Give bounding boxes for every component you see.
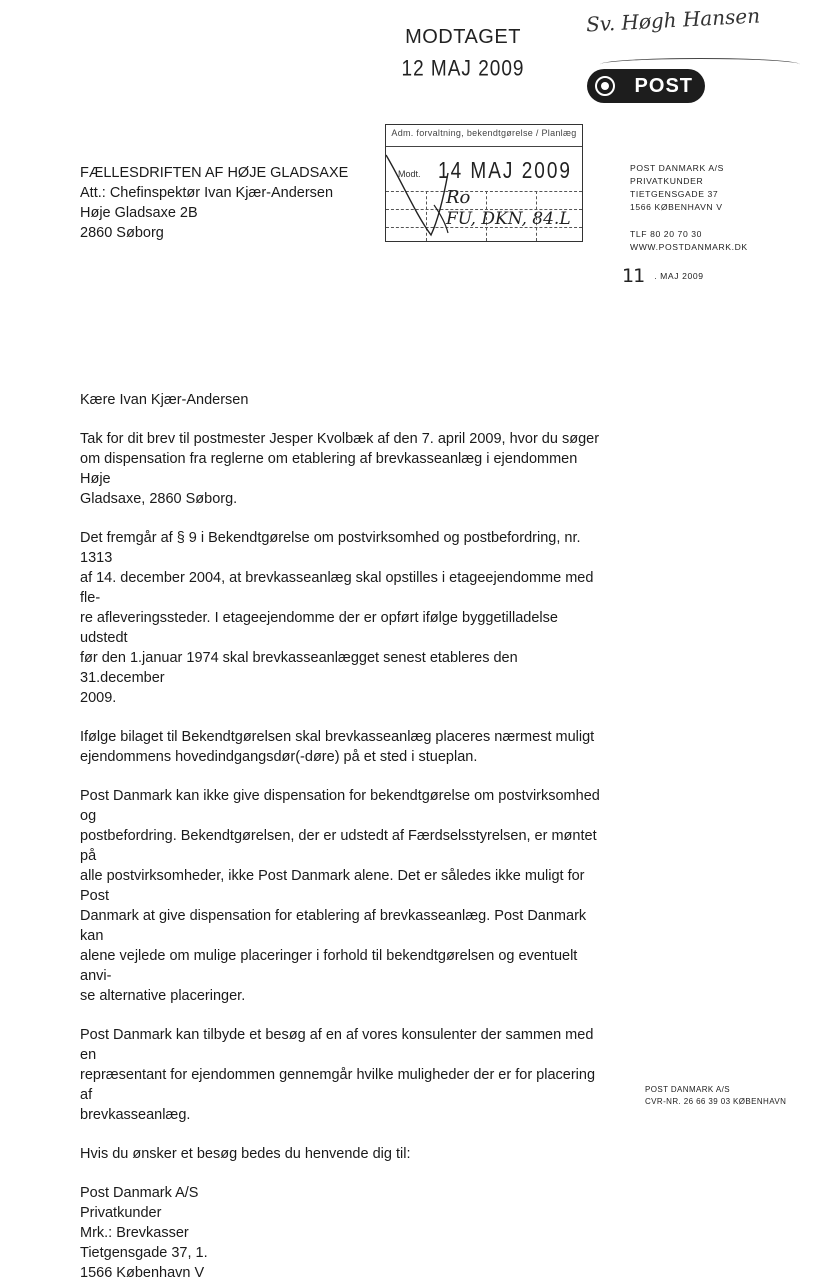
admin-stamp-handnote-1: Ro bbox=[446, 187, 471, 208]
admin-stamp-date: 14 MAJ 2009 bbox=[438, 158, 572, 184]
paragraph-line: se alternative placeringer. bbox=[80, 988, 246, 1004]
admin-stamp-modt-label: Modt. bbox=[398, 169, 421, 179]
contact-address-line: Tietgensgade 37, 1. bbox=[80, 1245, 208, 1261]
contact-address bbox=[80, 1183, 605, 1283]
paragraph-line: re afleveringssteder. I etageejendomme der er opført ifølge byggetilladelse udstedt bbox=[80, 610, 558, 646]
paragraph-line: af 14. december 2004, at brevkasseanlæg skal opstilles i etageejendomme med fle- bbox=[80, 570, 594, 606]
paragraph-line: Post Danmark kan ikke give dispensation for bekendtgørelse om postvirksomhed og bbox=[80, 788, 600, 824]
paragraph-line: Gladsaxe, 2860 Søborg. bbox=[80, 491, 238, 507]
sender-phone: TLF 80 20 70 30 bbox=[630, 229, 703, 239]
letter-date bbox=[622, 265, 704, 287]
paragraph-line: om dispensation fra reglerne om etablering af brevkasseanlæg i ejendommen Høje bbox=[80, 451, 578, 487]
paragraph-line: Danmark at give dispensation for etablering af brevkasseanlæg. Post Danmark kan bbox=[80, 908, 587, 944]
paragraph bbox=[80, 528, 605, 708]
admin-stamp-handnote-2: FU, DKN, 84.L bbox=[446, 209, 571, 229]
recipient-address bbox=[80, 163, 348, 243]
sender-city: 1566 KØBENHAVN V bbox=[630, 202, 723, 212]
paragraph-line: alle postvirksomheder, ikke Post Danmark alene. Det er således ikke muligt for Post bbox=[80, 868, 585, 904]
paragraph-line: ejendommens hovedindgangsdør(-døre) på et sted i stueplan. bbox=[80, 749, 478, 765]
recipient-line: Att.: Chefinspektør Ivan Kjær-Andersen bbox=[80, 185, 334, 201]
paragraph bbox=[80, 429, 605, 509]
paragraph bbox=[80, 1144, 605, 1164]
paragraph-line: før den 1.januar 1974 skal brevkasseanlægget senest etableres den 31.december bbox=[80, 650, 518, 686]
sender-company: POST DANMARK A/S bbox=[630, 163, 724, 173]
post-logo bbox=[587, 69, 705, 103]
paragraph bbox=[80, 1025, 605, 1125]
paragraph-line: 2009. bbox=[80, 690, 117, 706]
paragraph bbox=[80, 727, 605, 767]
paragraph-line: postbefordring. Bekendtgørelsen, der er udstedt af Færdselsstyrelsen, er møntet på bbox=[80, 828, 597, 864]
paragraph bbox=[80, 786, 605, 1006]
received-stamp bbox=[398, 26, 528, 81]
post-logo-text: POST bbox=[634, 74, 693, 97]
contact-address-line: Mrk.: Brevkasser bbox=[80, 1225, 189, 1241]
post-horn-icon bbox=[595, 76, 615, 96]
paragraph-line: Det fremgår af § 9 i Bekendtgørelse om postvirksomhed og postbefordring, nr. 1313 bbox=[80, 530, 581, 566]
footer bbox=[645, 1084, 786, 1108]
paragraph-line: repræsentant for ejendommen gennemgår hvilke muligheder der er for placering af bbox=[80, 1067, 596, 1103]
contact-address-line: Privatkunder bbox=[80, 1205, 162, 1221]
recipient-line: FÆLLESDRIFTEN AF HØJE GLADSAXE bbox=[80, 165, 349, 181]
admin-stamp bbox=[385, 124, 583, 242]
letter-date-month-year: . MAJ 2009 bbox=[654, 271, 704, 281]
admin-stamp-title: Adm. forvaltning, bekendtgørelse / Planlæg bbox=[386, 128, 582, 147]
sender-department: PRIVATKUNDER bbox=[630, 176, 704, 186]
footer-company: POST DANMARK A/S bbox=[645, 1085, 730, 1094]
recipient-line: Høje Gladsaxe 2B bbox=[80, 205, 198, 221]
recipient-line: 2860 Søborg bbox=[80, 225, 164, 241]
received-stamp-label: MODTAGET bbox=[405, 26, 521, 48]
paragraph-line: Hvis du ønsker et besøg bedes du henvende dig til: bbox=[80, 1146, 411, 1162]
received-stamp-date: 12 MAJ 2009 bbox=[401, 57, 525, 82]
handwritten-name: Sv. Høgh Hansen bbox=[585, 3, 761, 37]
letter-date-day: 11 bbox=[622, 265, 645, 287]
paragraph-line: brevkasseanlæg. bbox=[80, 1107, 191, 1123]
footer-cvr: CVR-NR. 26 66 39 03 KØBENHAVN bbox=[645, 1097, 787, 1106]
paragraph-line: Tak for dit brev til postmester Jesper Kvolbæk af den 7. april 2009, hvor du søger bbox=[80, 431, 600, 447]
greeting: Kære Ivan Kjær-Andersen bbox=[80, 392, 249, 408]
sender-web: WWW.POSTDANMARK.DK bbox=[630, 242, 748, 252]
paragraph-line: Post Danmark kan tilbyde et besøg af en af vores konsulenter der sammen med en bbox=[80, 1027, 594, 1063]
sender-street: TIETGENSGADE 37 bbox=[630, 189, 719, 199]
paragraph-line: alene vejlede om mulige placeringer i forhold til bekendtgørelsen og eventuelt anvi- bbox=[80, 948, 578, 984]
contact-address-line: Post Danmark A/S bbox=[80, 1185, 199, 1201]
admin-stamp-check-mark bbox=[386, 125, 584, 243]
contact-address-line: 1566 København V bbox=[80, 1265, 205, 1281]
letter-body bbox=[80, 390, 605, 1283]
paragraph-line: Ifølge bilaget til Bekendtgørelsen skal brevkasseanlæg placeres nærmest muligt bbox=[80, 729, 595, 745]
sender-address bbox=[630, 162, 748, 254]
